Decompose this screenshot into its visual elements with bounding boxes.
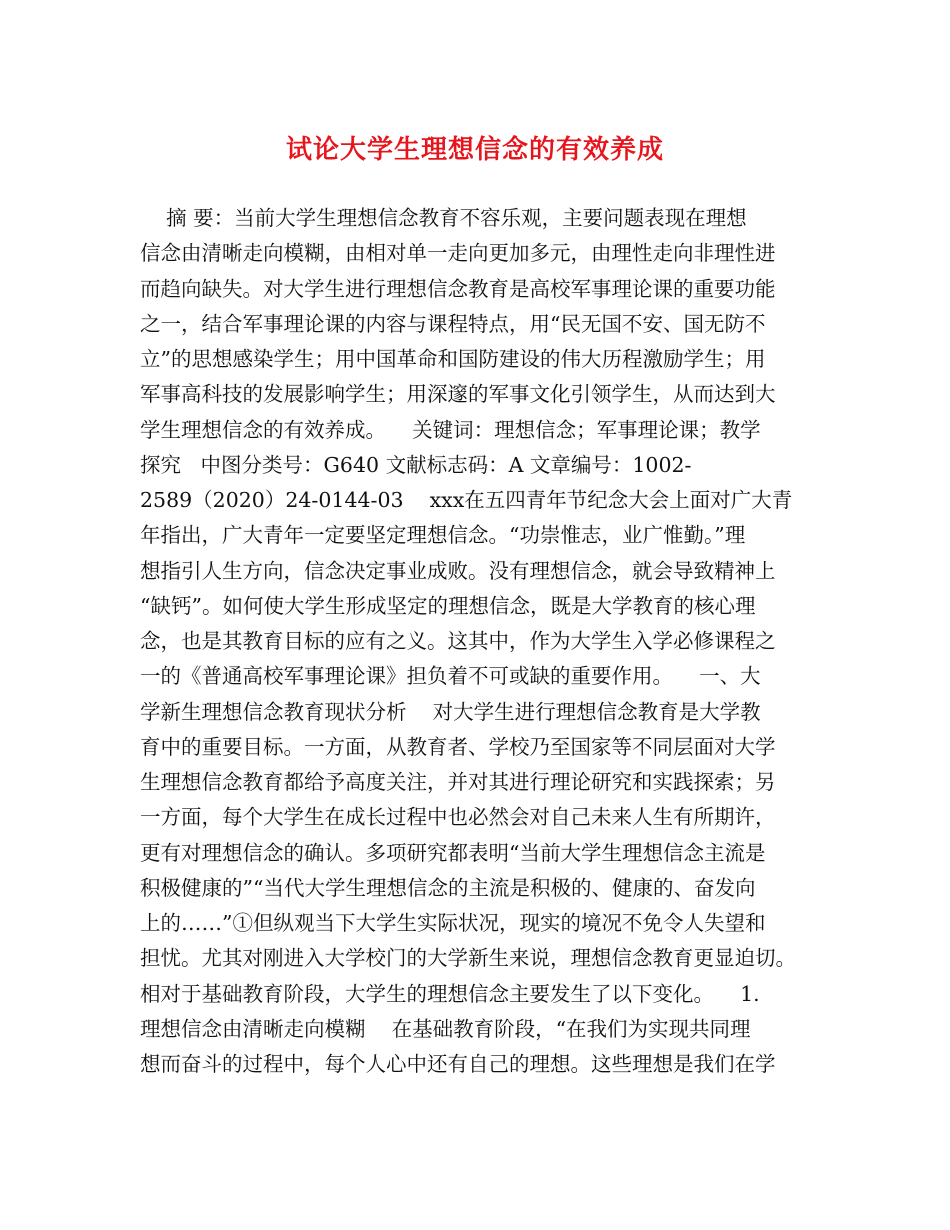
document-body (140, 201, 840, 1082)
body-line: 之一，结合军事理论课的内容与课程特点，用“民无国不安、国无防不 (140, 311, 766, 336)
body-line: 立”的思想感染学生；用中国革命和国防建设的伟大历程激励学生；用 (140, 347, 766, 371)
body-line: 育中的重要目标。一方面，从教育者、学校乃至国家等不同层面对大学 (140, 734, 776, 759)
body-line: 想指引人生方向，信念决定事业成败。没有理想信念，就会导致精神上 (140, 558, 776, 583)
body-line: 而趋向缺失。对大学生进行理想信念教育是高校军事理论课的重要功能 (140, 276, 776, 301)
body-line: 学新生理想信念教育现状分析 对大学生进行理想信念教育是大学教 (140, 699, 761, 724)
body-line: 学生理想信念的有效养成。 关键词：理想信念；军事理论课；教学 (140, 417, 761, 442)
body-line: 相对于基础教育阶段，大学生的理想信念主要发生了以下变化。 1. (140, 981, 760, 1006)
body-line: 2589（2020）24-0144-03 xxx在五四青年节纪念大会上面对广大青 (140, 488, 793, 512)
body-line: 摘 要：当前大学生理想信念教育不容乐观，主要问题表现在理想 (140, 206, 747, 230)
body-line: 探究 中图分类号：G640 文献标志码：A 文章编号：1002- (140, 452, 692, 477)
body-line: 生理想信念教育都给予高度关注，并对其进行理论研究和实践探索；另 (140, 770, 776, 794)
body-line: 想而奋斗的过程中，每个人心中还有自己的理想。这些理想是我们在学 (140, 1052, 776, 1076)
body-line: 一的《普通高校军事理论课》担负着不可或缺的重要作用。 一、大 (140, 664, 761, 689)
body-line: 理想信念由清晰走向模糊 在基础教育阶段，“在我们为实现共同理 (140, 1016, 751, 1041)
body-line: “缺钙”。如何使大学生形成坚定的理想信念，既是大学教育的核心理 (140, 593, 756, 618)
body-line: 年指出，广大青年一定要坚定理想信念。“功崇惟志，业广惟勤。”理 (140, 523, 746, 548)
body-line: 信念由清晰走向模糊，由相对单一走向更加多元，由理性走向非理性进 (140, 241, 776, 266)
body-line: 上的……”①但纵观当下大学生实际状况，现实的境况不免令人失望和 (140, 911, 766, 935)
body-line: 积极健康的”“当代大学生理想信念的主流是积极的、健康的、奋发向 (140, 875, 756, 900)
body-line: 一方面，每个大学生在成长过程中也必然会对自己未来人生有所期许， (140, 805, 776, 830)
body-line: 念，也是其教育目标的应有之义。这其中，作为大学生入学必修课程之 (140, 629, 776, 653)
body-line: 军事高科技的发展影响学生；用深邃的军事文化引领学生，从而达到大 (140, 382, 776, 407)
body-line: 担忧。尤其对刚进入大学校门的大学新生来说，理想信念教育更显迫切。 (140, 946, 796, 971)
document-title: 试论大学生理想信念的有效养成 (285, 135, 664, 165)
body-line: 更有对理想信念的确认。多项研究都表明“当前大学生理想信念主流是 (140, 840, 766, 865)
